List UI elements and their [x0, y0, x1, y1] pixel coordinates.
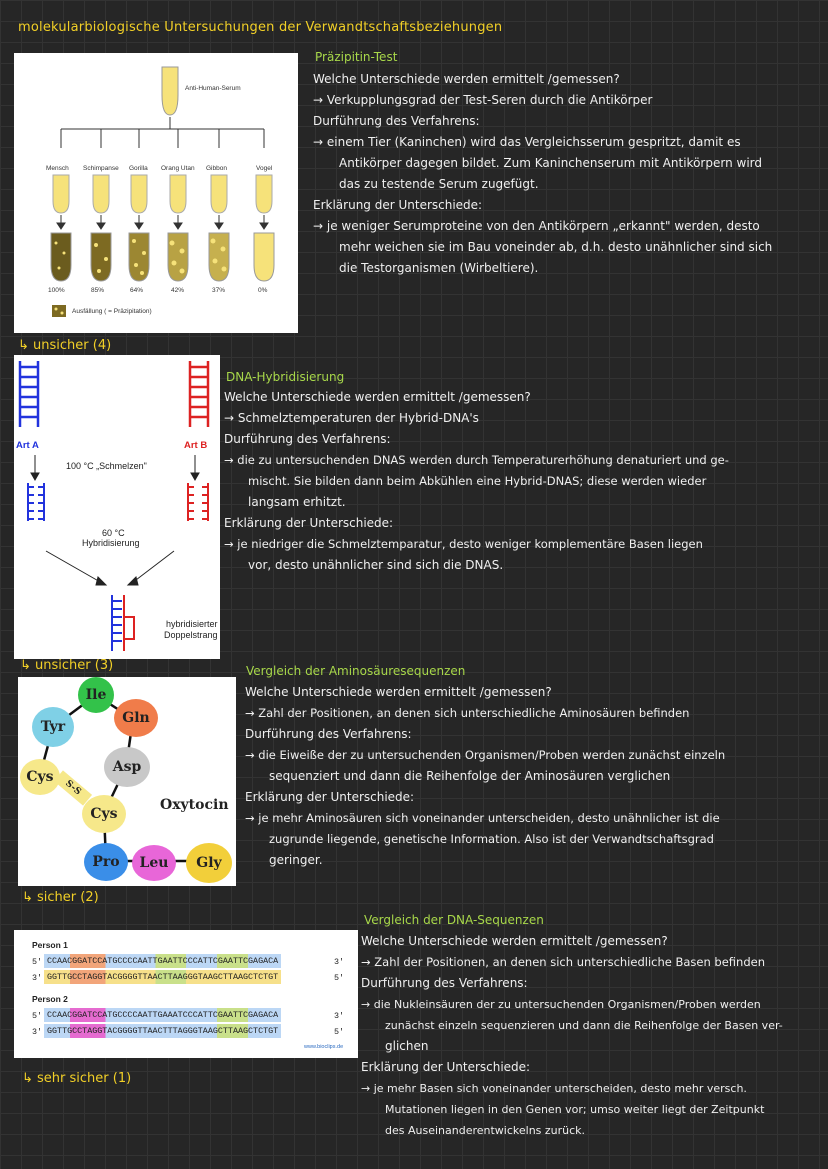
heading-aminosaeure: Vergleich der Aminosäuresequenzen: [246, 664, 466, 678]
line: Welche Unterschiede werden ermittelt /gemessen?: [245, 685, 552, 699]
p2-end-3: 3': [334, 1011, 345, 1021]
aa-leu: Leu: [132, 845, 176, 881]
line: → je weniger Serumproteine von den Antikörpern „erkannt" werden, desto: [313, 219, 760, 233]
species-gibbon: Gibbon: [206, 165, 227, 172]
text-aminosaeure: [245, 682, 725, 871]
person-1-label: Person 1: [32, 940, 68, 950]
line: Welche Unterschiede werden ermittelt /gemessen?: [361, 934, 668, 948]
line: langsam erhitzt.: [248, 495, 346, 509]
pct-vogel: 0%: [258, 287, 268, 294]
p1-end-3: 3': [334, 957, 345, 967]
species-vogel: Vogel: [256, 165, 273, 172]
line: → die zu untersuchenden DNAS werden durch Temperaturerhöhung denaturiert und ge-: [224, 453, 729, 467]
line: mehr weichen sie im Bau voneinder ab, d.h. desto unähnlicher sind sich: [339, 240, 773, 254]
line: → Zahl der Positionen, an denen sich unterschiedliche Basen befinden: [361, 955, 766, 969]
oxytocin-title: Oxytocin: [160, 797, 229, 813]
dna-ladders: [14, 355, 220, 659]
line: Erklärung der Unterschiede:: [224, 516, 394, 530]
line: zugrunde liegende, genetische Information. Also ist der Verwandtschaftsgrad: [269, 832, 714, 846]
hybrid-label: Hybridisierung: [82, 538, 140, 548]
line: Welche Unterschiede werden ermittelt /gemessen?: [224, 390, 531, 404]
disulfide-bridge: S-S: [54, 770, 92, 805]
pct-orang-utan: 42%: [171, 287, 185, 294]
p1-end-5: 5': [32, 957, 43, 967]
art-a-label: Art A: [16, 440, 39, 451]
line: Welche Unterschiede werden ermittelt /gemessen?: [313, 72, 620, 86]
line: mischt. Sie bilden dann beim Abkühlen eine Hybrid-DNAS; diese werden wieder: [248, 474, 707, 488]
hybrid-temp-label: 60 °C: [102, 528, 125, 538]
species-gorilla: Gorilla: [129, 165, 148, 172]
line: vor, desto unähnlicher sind sich die DNAS.: [248, 558, 504, 572]
art-b-label: Art B: [184, 440, 208, 451]
praezipitin-figure: [14, 53, 298, 333]
note-dna-hybrid: ↳ unsicher (3): [20, 658, 114, 673]
note-praezipitin: ↳ unsicher (4): [18, 338, 112, 353]
aa-gln: Gln: [114, 699, 158, 737]
pct-schimpanse: 85%: [91, 287, 105, 294]
p2-end-5: 5': [32, 1011, 43, 1021]
line: Antikörper dagegen bildet. Zum Kaninchenserum mit Antikörpern wird: [339, 156, 762, 170]
line: → Schmelztemperaturen der Hybrid-DNA's: [224, 411, 479, 425]
source-label: www.bioclips.de: [304, 1044, 344, 1050]
line: geringer.: [269, 853, 323, 867]
pct-gibbon: 37%: [212, 287, 226, 294]
tree-lines: [14, 53, 298, 173]
line: → je mehr Basen sich voneinander unterscheiden, desto mehr versch.: [361, 1082, 747, 1095]
oxytocin-figure: [18, 677, 236, 886]
result-label-2: Doppelstrang: [164, 630, 218, 640]
heading-dna-hybrid: DNA-Hybridisierung: [226, 370, 345, 384]
species-mensch: Mensch: [46, 165, 69, 172]
heading-praezipitin: Präzipitin-Test: [315, 50, 398, 64]
line: → die Nukleinsäuren der zu untersuchenden Organismen/Proben werden: [361, 998, 761, 1011]
p1-top-strand: CCAACGGATCCATGCCCCAATTGAATTCCCATTCGAATTCGAGACA: [44, 954, 281, 968]
line: sequenziert und dann die Reihenfolge der Aminosäuren verglichen: [269, 769, 671, 783]
aa-asp: Asp: [104, 747, 150, 787]
precipitation-legend-icon: [52, 305, 66, 317]
page-title: molekularbiologische Untersuchungen der Verwandtschaftsbeziehungen: [18, 20, 503, 35]
line: Erklärung der Unterschiede:: [361, 1060, 531, 1074]
line: glichen: [385, 1039, 429, 1053]
p1-end-3b: 3': [32, 973, 43, 983]
anti-serum-label: Anti-Human-Serum: [185, 85, 241, 92]
line: → je mehr Aminosäuren sich voneinander unterscheiden, desto unähnlicher ist die: [245, 811, 720, 825]
p2-top-strand: CCAACGGATCCATGCCCCAATTGAAATCCCATTCGAATTCGAGACA: [44, 1008, 281, 1022]
line: → je niedriger die Schmelztemparatur, desto weniger komplementäre Basen liegen: [224, 537, 703, 551]
line: Erklärung der Unterschiede:: [245, 790, 415, 804]
aa-ile: Ile: [78, 677, 114, 713]
line: zunächst einzeln sequenzieren und dann die Reihenfolge der Basen ver-: [385, 1019, 783, 1032]
text-dna-seq: [361, 931, 783, 1141]
line: → Zahl der Positionen, an denen sich unterschiedliche Aminosäuren befinden: [245, 706, 690, 720]
line: Durführung des Verfahrens:: [224, 432, 391, 446]
line: Mutationen liegen in den Genen vor; umso weiter liegt der Zeitpunkt: [385, 1103, 765, 1116]
p2-bottom-strand: GGTTGCCTAGGTACGGGGTTAACTTTAGGGTAAGCTTAAGCTCTGT: [44, 1024, 281, 1038]
p2-end-5b: 5': [334, 1027, 345, 1037]
line: Durführung des Verfahrens:: [313, 114, 480, 128]
dna-hybrid-figure: [14, 355, 220, 659]
p1-end-5b: 5': [334, 973, 345, 983]
species-orang-utan: Orang Utan: [161, 165, 195, 172]
serum-tubes: [14, 173, 298, 283]
line: → einem Tier (Kaninchen) wird das Vergleichsserum gespritzt, damit es: [313, 135, 741, 149]
line: → Verkupplungsgrad der Test-Seren durch die Antikörper: [313, 93, 653, 107]
pct-gorilla: 64%: [130, 287, 144, 294]
line: des Auseinanderentwickelns zurück.: [385, 1124, 586, 1137]
result-label-1: hybridisierter: [166, 619, 218, 629]
aa-cys-2: Cys: [82, 795, 126, 833]
line: Erklärung der Unterschiede:: [313, 198, 483, 212]
melt-label: 100 °C „Schmelzen": [66, 461, 147, 471]
heading-dna-seq: Vergleich der DNA-Sequenzen: [364, 913, 544, 927]
aa-cys-1: Cys: [20, 759, 60, 795]
note-aminosaeure: ↳ sicher (2): [22, 890, 99, 905]
aa-pro: Pro: [84, 843, 128, 881]
person-2-label: Person 2: [32, 994, 68, 1004]
line: das zu testende Serum zugefügt.: [339, 177, 539, 191]
text-praezipitin: [313, 69, 772, 279]
p2-end-3b: 3': [32, 1027, 43, 1037]
dna-sequence-figure: [14, 930, 358, 1058]
aa-tyr: Tyr: [32, 707, 74, 747]
p1-bottom-strand: GGTTGCCTAGGTACGGGGTTAACTTAAGGGTAAGCTTAAGCTCTGT: [44, 970, 281, 984]
note-dna-seq: ↳ sehr sicher (1): [22, 1071, 132, 1086]
legend-label: Ausfällung ( = Präzipitation): [72, 308, 152, 315]
aa-gly: Gly: [186, 843, 232, 883]
text-dna-hybrid: [224, 387, 729, 576]
species-schimpanse: Schimpanse: [83, 165, 119, 172]
line: die Testorganismen (Wirbeltiere).: [339, 261, 539, 275]
line: → die Eiweiße der zu untersuchenden Organismen/Proben werden zunächst einzeln: [245, 748, 726, 762]
line: Durführung des Verfahrens:: [245, 727, 412, 741]
line: Durführung des Verfahrens:: [361, 976, 528, 990]
pct-mensch: 100%: [48, 287, 65, 294]
